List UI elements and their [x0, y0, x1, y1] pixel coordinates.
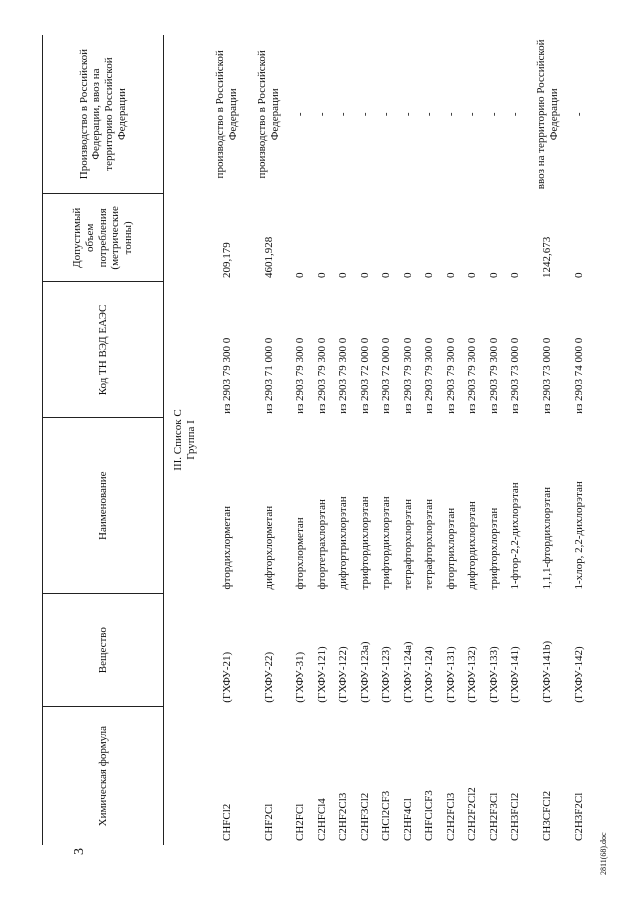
cell-code: из 2903 79 300 0: [487, 337, 500, 414]
table-row: [441, 35, 463, 845]
cell-volume: 0: [294, 272, 307, 278]
cell-name: фтортрихлорэтан: [444, 507, 457, 590]
cell-volume: 0: [444, 272, 457, 278]
cell-substance: (ГХФУ-31): [294, 651, 307, 703]
cell-production: -: [444, 112, 457, 117]
cell-production: -: [466, 112, 479, 117]
cell-volume: 0: [487, 272, 500, 278]
cell-substance: (ГХФУ-122): [337, 646, 350, 703]
cell-formula: C2H2F3Cl: [487, 792, 500, 841]
substances-table: [42, 35, 590, 845]
cell-substance: (ГХФУ-21): [220, 651, 233, 703]
cell-production: -: [358, 112, 371, 117]
cell-volume: 0: [466, 272, 479, 278]
cell-substance: (ГХФУ-132): [466, 646, 479, 703]
cell-code: из 2903 73 000 0: [541, 337, 554, 414]
page-number: 3: [72, 848, 87, 855]
cell-name: трифтордихлорэтан: [358, 496, 371, 590]
table-row: [419, 35, 441, 845]
cell-formula: C2H2FCl3: [444, 792, 457, 841]
cell-code: из 2903 79 300 0: [401, 337, 414, 414]
cell-production: -: [423, 112, 436, 117]
cell-volume: 4601,928: [262, 236, 275, 278]
cell-production: -: [509, 112, 522, 117]
header-production-import: Производство в Российской Федерации, ввоз на территорию Российской Федерации: [43, 35, 164, 194]
cell-substance: (ГХФУ-22): [262, 651, 275, 703]
cell-volume: 0: [423, 272, 436, 278]
header-name: Наименование: [43, 418, 164, 594]
table-row: [206, 35, 248, 845]
section-heading: [164, 35, 207, 845]
cell-name: дифтордихлорэтан: [466, 501, 479, 590]
cell-production: -: [315, 112, 328, 117]
cell-volume: 0: [337, 272, 350, 278]
header-code: Код ТН ВЭД ЕАЭС: [43, 282, 164, 418]
cell-code: из 2903 79 300 0: [444, 337, 457, 414]
cell-formula: CHCl2CF3: [380, 790, 393, 841]
group-title: Группа I: [185, 420, 197, 460]
table-row: [333, 35, 355, 845]
cell-formula: C2H2F2Cl2: [466, 787, 479, 841]
cell-production: -: [572, 112, 585, 117]
header-allowed-volume: Допустимый объем потребления (метрические тонны): [43, 194, 164, 282]
cell-substance: (ГХФУ-124): [423, 646, 436, 703]
cell-name: трифторхлорэтан: [487, 507, 500, 590]
table-row: [569, 35, 591, 845]
cell-volume: 0: [572, 272, 585, 278]
cell-volume: 0: [401, 272, 414, 278]
cell-production: ввоз на территорию Российской Федерации: [534, 39, 560, 190]
cell-formula: CH2FCl: [294, 803, 307, 841]
section-title: III. Список С: [172, 409, 185, 471]
rotated-content: [30, 30, 610, 875]
table-row: [290, 35, 312, 845]
cell-formula: C2HF4Cl: [401, 798, 414, 841]
table-row: [527, 35, 569, 845]
cell-production: -: [487, 112, 500, 117]
cell-substance: (ГХФУ-142): [572, 646, 585, 703]
cell-production: -: [401, 112, 414, 117]
cell-name: фторхлорметан: [294, 517, 307, 590]
cell-production: -: [337, 112, 350, 117]
cell-substance: (ГХФУ-141b): [541, 640, 554, 703]
cell-formula: CHFClCF3: [423, 790, 436, 841]
cell-substance: (ГХФУ-131): [444, 646, 457, 703]
cell-name: тетрафторхлорэтан: [423, 499, 436, 590]
cell-production: производство в Российской Федерации: [256, 50, 281, 179]
cell-formula: C2HFCl4: [315, 798, 328, 841]
cell-formula: C2HF3Cl2: [358, 792, 371, 841]
cell-code: из 2903 72 000 0: [380, 337, 393, 414]
cell-formula: CHF2Cl: [262, 803, 275, 841]
cell-code: из 2903 73 000 0: [509, 337, 522, 414]
header-substance: Вещество: [43, 594, 164, 707]
table-row: [398, 35, 420, 845]
table-row: [505, 35, 527, 845]
cell-code: из 2903 79 300 0: [466, 337, 479, 414]
cell-volume: 0: [358, 272, 371, 278]
cell-volume: 0: [509, 272, 522, 278]
cell-formula: C2HF2Cl3: [337, 792, 350, 841]
table-header-row: [43, 35, 164, 845]
cell-name: трифтордихлорэтан: [380, 496, 393, 590]
cell-name: фтортетрахлорэтан: [315, 499, 328, 590]
cell-formula: CH3CFCl2: [541, 790, 554, 841]
cell-name: 1-хлор, 2,2-дихлорэтан: [572, 481, 585, 590]
cell-name: фтордихлорметан: [220, 506, 233, 590]
cell-name: тетрафторхлорэтан: [401, 499, 414, 590]
cell-name: 1-фтор-2,2-дихлорэтан: [509, 482, 522, 590]
cell-substance: (ГХФУ-123): [380, 646, 393, 703]
cell-formula: C2H3FCl2: [509, 792, 522, 841]
cell-volume: 0: [380, 272, 393, 278]
section-row: [164, 35, 207, 845]
cell-name: дифторхлорметан: [262, 505, 275, 590]
table-row: [248, 35, 290, 845]
cell-volume: 1242,673: [541, 236, 554, 278]
table-row: [312, 35, 334, 845]
cell-production: -: [294, 112, 307, 117]
cell-formula: CHFCl2: [220, 803, 233, 841]
cell-formula: C2H3F2Cl: [572, 792, 585, 841]
cell-substance: (ГХФУ-133): [487, 646, 500, 703]
cell-code: из 2903 71 000 0: [262, 337, 275, 414]
cell-substance: (ГХФУ-121): [315, 646, 328, 703]
cell-name: 1,1,1-фтордихлорэтан: [541, 487, 554, 590]
cell-substance: (ГХФУ-141): [509, 646, 522, 703]
cell-code: из 2903 79 300 0: [315, 337, 328, 414]
cell-volume: 0: [315, 272, 328, 278]
cell-substance: (ГХФУ-123а): [358, 641, 371, 703]
cell-volume: 209,179: [220, 242, 233, 278]
cell-code: из 2903 72 000 0: [358, 337, 371, 414]
cell-substance: (ГХФУ-124а): [401, 641, 414, 703]
cell-production: производство в Российской Федерации: [214, 50, 239, 179]
table-row: [355, 35, 377, 845]
footer-filename: 2811(68).doc: [599, 832, 608, 875]
cell-code: из 2903 79 300 0: [294, 337, 307, 414]
header-formula: Химическая формула: [43, 707, 164, 845]
table-row: [376, 35, 398, 845]
cell-code: из 2903 79 300 0: [337, 337, 350, 414]
cell-code: из 2903 79 300 0: [220, 337, 233, 414]
cell-name: дифтортрихлорэтан: [337, 496, 350, 590]
table-row: [462, 35, 484, 845]
cell-production: -: [380, 112, 393, 117]
cell-code: из 2903 74 000 0: [572, 337, 585, 414]
cell-code: из 2903 79 300 0: [423, 337, 436, 414]
table-row: [484, 35, 506, 845]
